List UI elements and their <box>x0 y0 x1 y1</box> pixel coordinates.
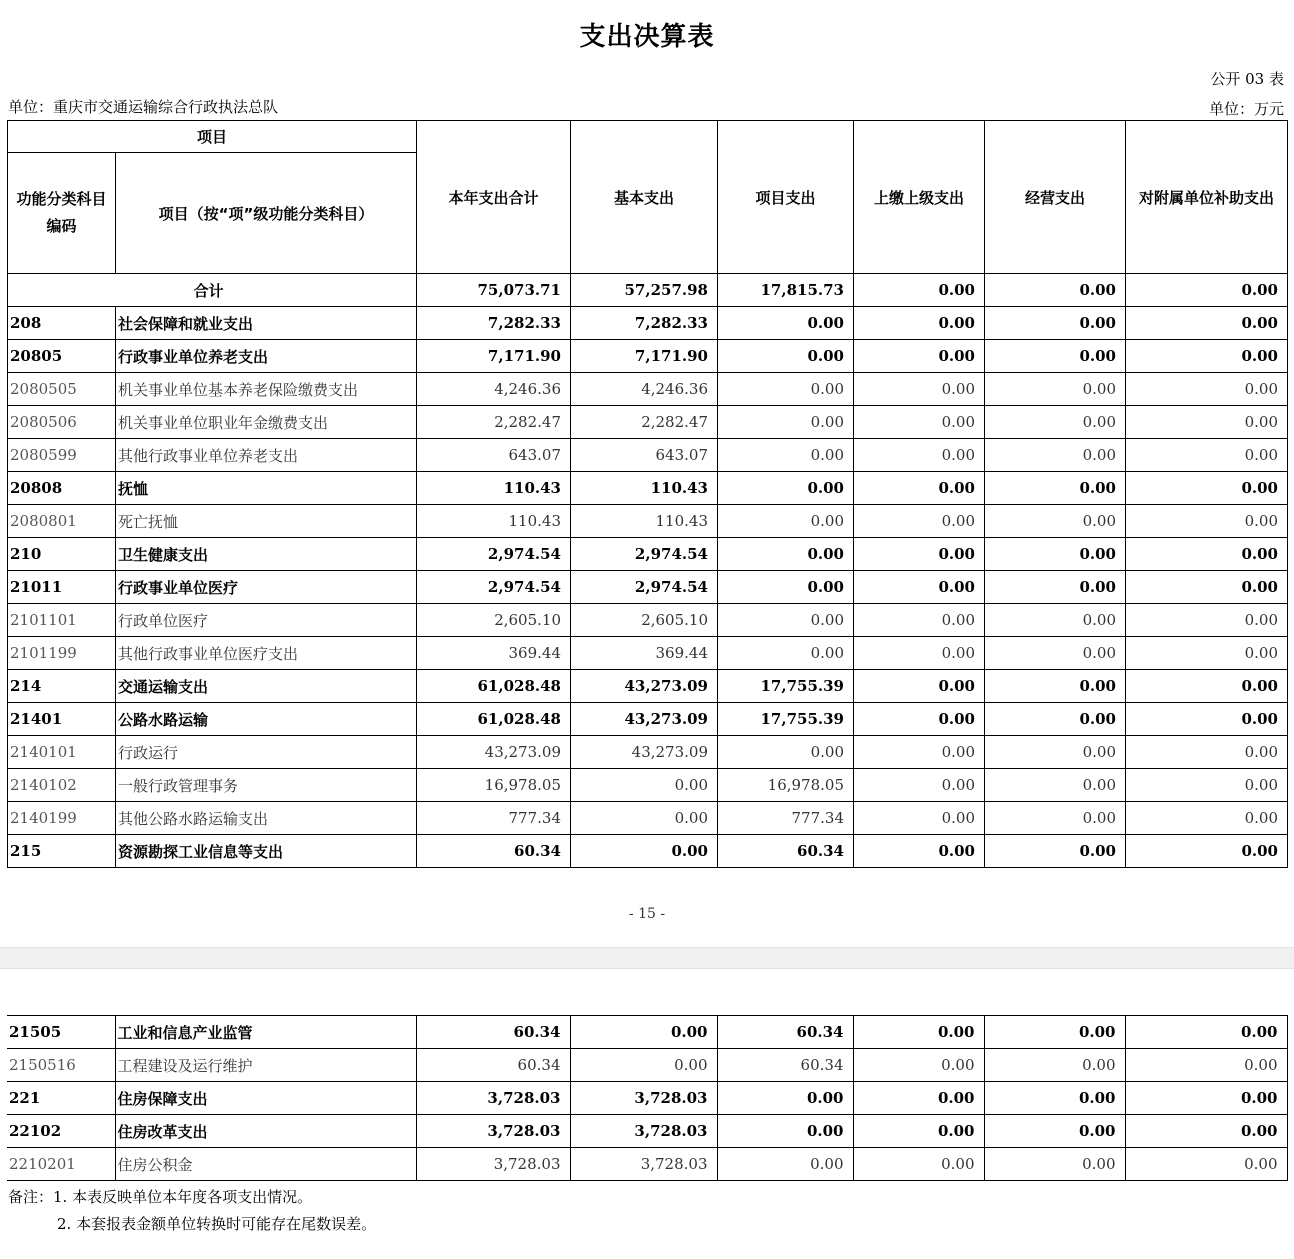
row-name: 机关事业单位基本养老保险缴费支出 <box>116 373 417 406</box>
row-basic: 7,282.33 <box>571 307 718 340</box>
row-basic: 0.00 <box>570 1049 717 1082</box>
row-project: 0.00 <box>718 472 854 505</box>
organization-unit: 单位：重庆市交通运输综合行政执法总队 <box>8 98 279 116</box>
row-basic: 0.00 <box>570 1016 717 1049</box>
row-business: 0.00 <box>985 307 1126 340</box>
table-row <box>8 406 1288 439</box>
row-code: 2080801 <box>8 505 116 538</box>
row-name: 住房公积金 <box>115 1148 416 1181</box>
row-name: 其他行政事业单位医疗支出 <box>116 637 417 670</box>
row-business: 0.00 <box>984 1115 1125 1148</box>
row-basic: 2,605.10 <box>571 604 718 637</box>
header-business: 经营支出 <box>985 121 1126 274</box>
table-row <box>8 802 1288 835</box>
table-row <box>8 835 1288 868</box>
row-subsidy: 0.00 <box>1125 1115 1287 1148</box>
row-subsidy: 0.00 <box>1126 373 1288 406</box>
row-total: 2,974.54 <box>417 571 571 604</box>
row-subsidy: 0.00 <box>1126 637 1288 670</box>
row-business: 0.00 <box>985 703 1126 736</box>
table-row <box>7 1049 1287 1082</box>
row-business: 0.00 <box>985 637 1126 670</box>
row-project: 0.00 <box>718 505 854 538</box>
row-business: 0.00 <box>985 373 1126 406</box>
row-name: 机关事业单位职业年金缴费支出 <box>116 406 417 439</box>
table-row <box>8 637 1288 670</box>
table-row <box>8 769 1288 802</box>
row-project: 0.00 <box>718 538 854 571</box>
row-name: 卫生健康支出 <box>116 538 417 571</box>
row-total: 60.34 <box>417 835 571 868</box>
row-name: 其他行政事业单位养老支出 <box>116 439 417 472</box>
row-name: 工程建设及运行维护 <box>115 1049 416 1082</box>
row-business: 0.00 <box>985 406 1126 439</box>
row-upper: 0.00 <box>853 1016 984 1049</box>
row-subsidy: 0.00 <box>1126 340 1288 373</box>
row-project: 16,978.05 <box>718 769 854 802</box>
row-upper: 0.00 <box>854 472 985 505</box>
row-subsidy: 0.00 <box>1126 604 1288 637</box>
row-total: 643.07 <box>417 439 571 472</box>
row-project: 0.00 <box>718 637 854 670</box>
row-upper: 0.00 <box>854 835 985 868</box>
row-name: 一般行政管理事务 <box>116 769 417 802</box>
row-basic: 0.00 <box>571 802 718 835</box>
row-total: 3,728.03 <box>416 1115 570 1148</box>
row-upper: 0.00 <box>854 703 985 736</box>
row-project: 0.00 <box>718 571 854 604</box>
row-business: 0.00 <box>985 604 1126 637</box>
row-code: 20808 <box>8 472 116 505</box>
expenditure-table-page1 <box>7 120 1288 868</box>
row-project: 0.00 <box>718 736 854 769</box>
note-line-1: 备注：1. 本表反映单位本年度各项支出情况。 <box>8 1188 313 1206</box>
row-subsidy: 0.00 <box>1125 1082 1287 1115</box>
row-subsidy: 0.00 <box>1126 670 1288 703</box>
row-subsidy: 0.00 <box>1126 835 1288 868</box>
row-code: 2080505 <box>8 373 116 406</box>
row-business: 0.00 <box>985 736 1126 769</box>
row-business: 0.00 <box>985 472 1126 505</box>
row-business: 0.00 <box>985 835 1126 868</box>
row-upper: 0.00 <box>854 439 985 472</box>
table-row <box>8 307 1288 340</box>
row-upper: 0.00 <box>854 340 985 373</box>
row-total: 4,246.36 <box>417 373 571 406</box>
row-business: 0.00 <box>985 439 1126 472</box>
row-code: 221 <box>7 1082 115 1115</box>
row-code: 2080599 <box>8 439 116 472</box>
row-code: 2210201 <box>7 1148 115 1181</box>
row-total: 16,978.05 <box>417 769 571 802</box>
table-row <box>8 538 1288 571</box>
row-business: 0.00 <box>985 505 1126 538</box>
row-total: 2,282.47 <box>417 406 571 439</box>
row-upper: 0.00 <box>854 505 985 538</box>
row-total: 7,282.33 <box>417 307 571 340</box>
page-title: 支出决算表 <box>579 22 715 52</box>
row-project: 777.34 <box>718 802 854 835</box>
row-basic: 7,171.90 <box>571 340 718 373</box>
row-name: 工业和信息产业监管 <box>115 1016 416 1049</box>
row-business: 0.00 <box>984 1049 1125 1082</box>
header-total: 本年支出合计 <box>417 121 571 274</box>
row-upper: 0.00 <box>854 769 985 802</box>
row-subsidy: 0.00 <box>1126 538 1288 571</box>
row-upper: 0.00 <box>854 406 985 439</box>
row-total: 3,728.03 <box>416 1082 570 1115</box>
table-row <box>8 736 1288 769</box>
row-project: 60.34 <box>717 1016 853 1049</box>
row-subsidy: 0.00 <box>1125 1016 1287 1049</box>
row-basic: 369.44 <box>571 637 718 670</box>
total-basic: 57,257.98 <box>571 274 718 307</box>
row-business: 0.00 <box>985 802 1126 835</box>
total-sum: 75,073.71 <box>417 274 571 307</box>
row-code: 21505 <box>7 1016 115 1049</box>
total-subsidy: 0.00 <box>1126 274 1288 307</box>
row-subsidy: 0.00 <box>1126 307 1288 340</box>
row-business: 0.00 <box>985 670 1126 703</box>
row-basic: 43,273.09 <box>571 736 718 769</box>
row-upper: 0.00 <box>854 373 985 406</box>
table-row <box>7 1082 1287 1115</box>
row-basic: 0.00 <box>571 835 718 868</box>
row-name: 资源勘探工业信息等支出 <box>116 835 417 868</box>
row-basic: 43,273.09 <box>571 703 718 736</box>
table-row <box>7 1148 1287 1181</box>
row-code: 20805 <box>8 340 116 373</box>
row-subsidy: 0.00 <box>1126 802 1288 835</box>
row-business: 0.00 <box>985 571 1126 604</box>
row-project: 0.00 <box>717 1082 853 1115</box>
row-project: 60.34 <box>717 1049 853 1082</box>
header-project: 项目支出 <box>718 121 854 274</box>
row-name: 其他公路水路运输支出 <box>116 802 417 835</box>
row-code: 2150516 <box>7 1049 115 1082</box>
row-upper: 0.00 <box>854 604 985 637</box>
row-subsidy: 0.00 <box>1125 1148 1287 1181</box>
total-business: 0.00 <box>985 274 1126 307</box>
row-upper: 0.00 <box>854 538 985 571</box>
row-project: 0.00 <box>718 604 854 637</box>
row-subsidy: 0.00 <box>1126 769 1288 802</box>
row-subsidy: 0.00 <box>1126 571 1288 604</box>
row-name: 社会保障和就业支出 <box>116 307 417 340</box>
table-row <box>8 604 1288 637</box>
row-subsidy: 0.00 <box>1126 439 1288 472</box>
total-upper: 0.00 <box>854 274 985 307</box>
table-row <box>8 703 1288 736</box>
page-separator <box>0 947 1294 969</box>
money-unit: 单位：万元 <box>1208 100 1284 118</box>
row-project: 0.00 <box>718 307 854 340</box>
row-basic: 2,282.47 <box>571 406 718 439</box>
row-code: 21011 <box>8 571 116 604</box>
row-name: 交通运输支出 <box>116 670 417 703</box>
row-basic: 643.07 <box>571 439 718 472</box>
row-upper: 0.00 <box>854 736 985 769</box>
row-project: 17,755.39 <box>718 703 854 736</box>
row-code: 2101101 <box>8 604 116 637</box>
row-code: 2080506 <box>8 406 116 439</box>
row-total: 60.34 <box>416 1016 570 1049</box>
row-basic: 110.43 <box>571 472 718 505</box>
table-row <box>8 670 1288 703</box>
table-row <box>8 571 1288 604</box>
header-item-group: 项目 <box>8 121 417 153</box>
row-project: 0.00 <box>717 1115 853 1148</box>
row-basic: 2,974.54 <box>571 571 718 604</box>
row-business: 0.00 <box>984 1082 1125 1115</box>
row-name: 行政事业单位养老支出 <box>116 340 417 373</box>
row-total: 2,974.54 <box>417 538 571 571</box>
row-basic: 110.43 <box>571 505 718 538</box>
table-row <box>7 1115 1287 1148</box>
row-name: 行政事业单位医疗 <box>116 571 417 604</box>
row-project: 0.00 <box>718 406 854 439</box>
row-basic: 43,273.09 <box>571 670 718 703</box>
row-basic: 3,728.03 <box>570 1148 717 1181</box>
row-code: 214 <box>8 670 116 703</box>
row-total: 60.34 <box>416 1049 570 1082</box>
row-subsidy: 0.00 <box>1125 1049 1287 1082</box>
row-code: 2140102 <box>8 769 116 802</box>
row-upper: 0.00 <box>854 637 985 670</box>
row-code: 2140101 <box>8 736 116 769</box>
row-project: 0.00 <box>717 1148 853 1181</box>
total-label: 合计 <box>8 274 417 307</box>
header-upper: 上缴上级支出 <box>854 121 985 274</box>
row-subsidy: 0.00 <box>1126 505 1288 538</box>
row-code: 2140199 <box>8 802 116 835</box>
header-basic: 基本支出 <box>571 121 718 274</box>
row-name: 公路水路运输 <box>116 703 417 736</box>
row-subsidy: 0.00 <box>1126 406 1288 439</box>
row-upper: 0.00 <box>854 307 985 340</box>
row-subsidy: 0.00 <box>1126 703 1288 736</box>
row-project: 0.00 <box>718 340 854 373</box>
row-name: 死亡抚恤 <box>116 505 417 538</box>
row-project: 60.34 <box>718 835 854 868</box>
row-total: 61,028.48 <box>417 703 571 736</box>
row-basic: 3,728.03 <box>570 1115 717 1148</box>
row-business: 0.00 <box>985 538 1126 571</box>
table-row <box>7 1016 1287 1049</box>
row-business: 0.00 <box>984 1148 1125 1181</box>
row-total: 3,728.03 <box>416 1148 570 1181</box>
row-code: 21401 <box>8 703 116 736</box>
row-name: 行政单位医疗 <box>116 604 417 637</box>
row-total: 110.43 <box>417 472 571 505</box>
row-business: 0.00 <box>984 1016 1125 1049</box>
row-upper: 0.00 <box>853 1148 984 1181</box>
row-basic: 2,974.54 <box>571 538 718 571</box>
row-project: 0.00 <box>718 373 854 406</box>
row-upper: 0.00 <box>853 1115 984 1148</box>
page-number: - 15 - <box>628 906 666 922</box>
row-code: 215 <box>8 835 116 868</box>
row-code: 208 <box>8 307 116 340</box>
row-total: 369.44 <box>417 637 571 670</box>
header-subsidy: 对附属单位补助支出 <box>1126 121 1288 274</box>
row-upper: 0.00 <box>854 571 985 604</box>
row-business: 0.00 <box>985 769 1126 802</box>
row-upper: 0.00 <box>853 1049 984 1082</box>
row-code: 210 <box>8 538 116 571</box>
row-subsidy: 0.00 <box>1126 736 1288 769</box>
row-total: 777.34 <box>417 802 571 835</box>
row-subsidy: 0.00 <box>1126 472 1288 505</box>
row-name: 行政运行 <box>116 736 417 769</box>
row-basic: 4,246.36 <box>571 373 718 406</box>
table-row <box>8 340 1288 373</box>
row-code: 22102 <box>7 1115 115 1148</box>
row-code: 2101199 <box>8 637 116 670</box>
row-total: 7,171.90 <box>417 340 571 373</box>
row-project: 17,755.39 <box>718 670 854 703</box>
row-name: 抚恤 <box>116 472 417 505</box>
row-name: 住房保障支出 <box>115 1082 416 1115</box>
row-total: 61,028.48 <box>417 670 571 703</box>
row-upper: 0.00 <box>854 802 985 835</box>
row-total: 110.43 <box>417 505 571 538</box>
total-project: 17,815.73 <box>718 274 854 307</box>
row-project: 0.00 <box>718 439 854 472</box>
table-row <box>8 472 1288 505</box>
header-code: 功能分类科目编码 <box>8 153 116 274</box>
table-row <box>8 505 1288 538</box>
row-upper: 0.00 <box>853 1082 984 1115</box>
row-business: 0.00 <box>985 340 1126 373</box>
row-name: 住房改革支出 <box>115 1115 416 1148</box>
expenditure-table-page2 <box>7 1015 1288 1181</box>
form-number: 公开 03 表 <box>1210 70 1284 88</box>
note-line-2: 2. 本套报表金额单位转换时可能存在尾数误差。 <box>57 1215 377 1233</box>
row-total: 2,605.10 <box>417 604 571 637</box>
table-row <box>8 373 1288 406</box>
row-upper: 0.00 <box>854 670 985 703</box>
row-basic: 0.00 <box>571 769 718 802</box>
row-total: 43,273.09 <box>417 736 571 769</box>
row-basic: 3,728.03 <box>570 1082 717 1115</box>
table-row <box>8 439 1288 472</box>
header-name: 项目（按“项”级功能分类科目） <box>116 153 417 274</box>
